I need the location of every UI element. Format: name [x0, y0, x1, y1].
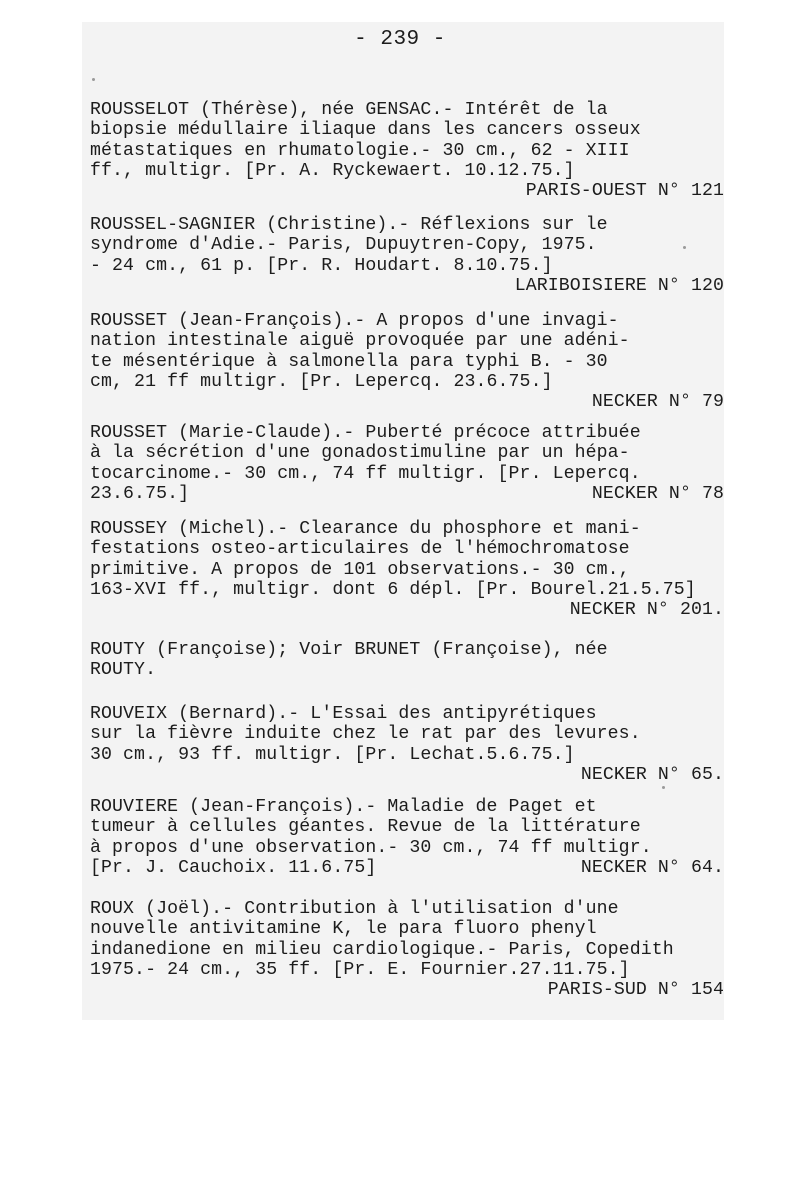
scan-speck [92, 78, 95, 81]
entry-text-line: 1975.- 24 cm., 35 ff. [Pr. E. Fournier.27.11.75.] [90, 959, 630, 980]
entry-last-line [90, 858, 724, 878]
entry-location: NECKER N° 201. [569, 600, 724, 621]
entry-text-line: [Pr. J. Cauchoix. 11.6.75] [90, 857, 377, 878]
bibliography-entry [90, 797, 724, 878]
entry-location: PARIS-OUEST N° 121 [525, 181, 724, 202]
entry-text-line: 30 cm., 93 ff. multigr. [Pr. Lechat.5.6.75.] [90, 744, 575, 765]
bibliography-entry [90, 899, 724, 1000]
entry-location: LARIBOISIERE N° 120 [514, 275, 724, 296]
entry-text-line: ROUSSEL-SAGNIER (Christine).- Réflexions sur le [90, 215, 608, 235]
entry-text-line: tocarcinome.- 30 cm., 74 ff multigr. [Pr. Lepercq. [90, 463, 641, 484]
entry-location: PARIS-SUD N° 154 [547, 980, 724, 1001]
entry-text-line: nouvelle antivitamine K, le para fluoro phenyl [90, 919, 597, 940]
entry-text-line: tumeur à cellules géantes. Revue de la littérature [90, 817, 641, 838]
bibliography-entry [90, 704, 724, 785]
bibliography-entry [90, 311, 724, 412]
entry-location: NECKER N° 78 [591, 483, 724, 504]
entry-text-line: 163-XVI ff., multigr. dont 6 dépl. [Pr. Bourel.21.5.75] [90, 579, 696, 600]
entry-text-line: indanedione en milieu cardiologique.- Paris, Copedith [90, 939, 674, 960]
entry-text-line: ROUSSEY (Michel).- Clearance du phosphore et mani- [90, 519, 641, 539]
page-number: - 239 - [354, 28, 446, 51]
bibliography-entry [90, 423, 724, 504]
entry-text-line: ROUTY. [90, 660, 157, 681]
entry-location: NECKER N° 65. [580, 764, 724, 785]
entry-text-line: ROUTY (Françoise); Voir BRUNET (Françoise), née [90, 640, 608, 660]
entry-text-line: biopsie médullaire iliaque dans les cancers osseux [90, 120, 641, 141]
entry-text-line: ff., multigr. [Pr. A. Ryckewaert. 10.12.75.] [90, 160, 575, 181]
entry-text-line: ROUSSET (Jean-François).- A propos d'une invagi- [90, 311, 619, 331]
entry-text-line: festations osteo-articulaires de l'hémochromatose [90, 539, 630, 560]
entry-text-line: ROUSSET (Marie-Claude).- Puberté précoce attribuée [90, 423, 641, 443]
entry-text-line: ROUSSELOT (Thérèse), née GENSAC.- Intérêt de la [90, 100, 608, 120]
entry-text-line: ROUVIERE (Jean-François).- Maladie de Paget et [90, 797, 597, 817]
entry-text-line: métastatiques en rhumatologie.- 30 cm., 62 - XIII [90, 140, 630, 161]
entry-text-line: 23.6.75.] [90, 483, 190, 504]
entry-text-line: syndrome d'Adie.- Paris, Dupuytren-Copy, 1975. [90, 235, 597, 256]
entry-text-line: ROUVEIX (Bernard).- L'Essai des antipyrétiques [90, 704, 597, 724]
bibliography-entry [90, 100, 724, 201]
entry-text-line: nation intestinale aiguë provoquée par une adéni- [90, 331, 630, 352]
scan-speck [662, 786, 665, 789]
entry-text-line: à la sécrétion d'une gonadostimuline par un hépa- [90, 443, 630, 464]
entry-last-line [90, 484, 724, 504]
bibliography-entry [90, 215, 724, 296]
bibliography-entry [90, 640, 724, 681]
bibliography-entry [90, 519, 724, 620]
entry-text-line: - 24 cm., 61 p. [Pr. R. Houdart. 8.10.75.] [90, 255, 553, 276]
entry-location: NECKER N° 79 [591, 392, 724, 413]
entry-location: NECKER N° 64. [580, 857, 724, 878]
entry-text-line: ROUX (Joël).- Contribution à l'utilisation d'une [90, 899, 619, 919]
entry-text-line: à propos d'une observation.- 30 cm., 74 ff multigr. [90, 837, 652, 858]
entry-text-line: primitive. A propos de 101 observations.- 30 cm., [90, 559, 630, 580]
entry-text-line: sur la fièvre induite chez le rat par des levures. [90, 724, 641, 745]
entry-text-line: cm, 21 ff multigr. [Pr. Lepercq. 23.6.75.] [90, 371, 553, 392]
entry-text-line: te mésentérique à salmonella para typhi B. - 30 [90, 351, 608, 372]
